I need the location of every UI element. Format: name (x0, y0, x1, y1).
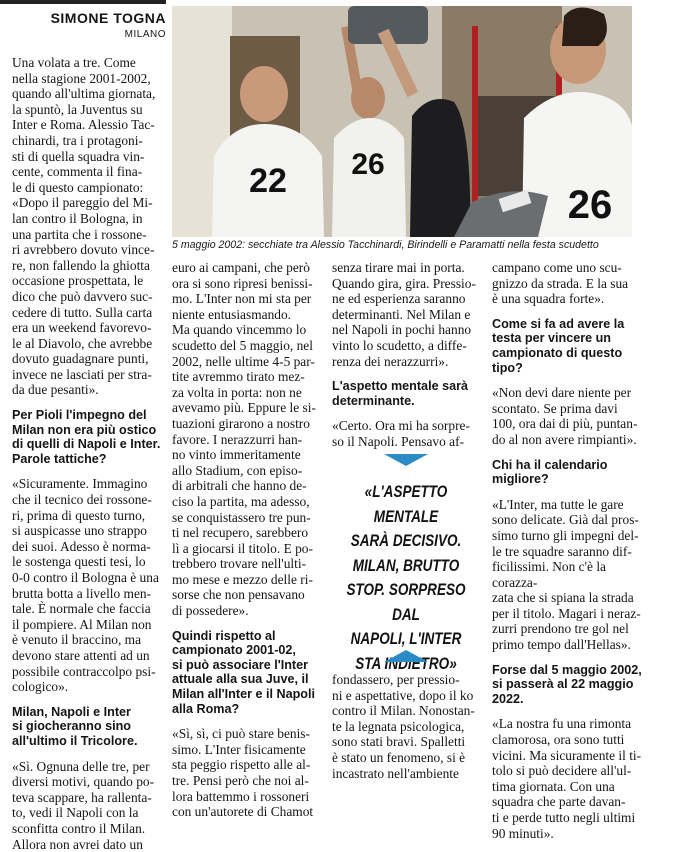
question-line: L'aspetto mentale sarà (332, 379, 480, 394)
column-2 (172, 260, 320, 820)
dateline-city: MILANO (16, 29, 166, 40)
player-right-hair (562, 7, 607, 46)
text-line: 90 minuti». (492, 826, 642, 842)
paragraph-spacer (492, 653, 642, 663)
interview-question (12, 705, 162, 749)
body-paragraph (172, 260, 320, 619)
paragraph-spacer (12, 466, 162, 476)
text-line: sorse che non pensavano (172, 587, 320, 603)
interview-question (332, 379, 480, 408)
text-line: da due pesanti». (12, 382, 162, 398)
text-line: niente entusiasmando. (172, 307, 320, 323)
question-line: attuale alla sua Juve, il (172, 672, 320, 687)
paragraph-spacer (12, 749, 162, 759)
text-line: ri avrebbero dovuto vince- (12, 242, 162, 258)
text-line: invece ne lasciati per stra- (12, 367, 162, 383)
text-line: «Dopo il pareggio del Mi- (12, 195, 162, 211)
text-line: mo. L'Inter non mi sta per (172, 291, 320, 307)
question-line: Milan all'Inter e il Napoli (172, 687, 320, 702)
body-paragraph (12, 476, 162, 694)
player-right-number: 26 (568, 183, 613, 227)
text-line: Inter e Roma. Alessio Tac- (12, 117, 162, 133)
text-line: scontato. Se prima davi (492, 401, 642, 417)
text-line: vinto lo scudetto, a diffe- (332, 338, 480, 354)
paragraph-spacer (332, 369, 480, 379)
question-line: si può associare l'Inter (172, 658, 320, 673)
paragraph-spacer (492, 706, 642, 716)
text-line: «Sì. Ognuna delle tre, per (12, 759, 162, 775)
question-line: Per Pioli l'impegno del (12, 408, 162, 423)
text-line: tuazioni girarono a nostro (172, 416, 320, 432)
text-line: primo tempo dall'Hellas». (492, 637, 642, 653)
text-line: Una volata a tre. Come (12, 55, 162, 71)
body-paragraph (492, 716, 642, 841)
text-line: ciso la partita, ma adesso, (172, 494, 320, 510)
header-rule (0, 0, 166, 4)
text-line: clamorosa, ora sono tutti (492, 732, 642, 748)
text-line: «L'Inter, ma tutte le gare (492, 497, 642, 513)
question-line: Chi ha il calendario (492, 458, 642, 473)
text-line: diversi motivi, quando po- (12, 774, 162, 790)
question-line: 2022. (492, 692, 642, 707)
interview-question (492, 317, 642, 375)
text-line: possibile contraccolpo psi- (12, 664, 162, 680)
pull-quote-line: STA INDIETRO» (340, 652, 471, 677)
pull-quote-text (340, 480, 471, 676)
player-dark-figure (410, 99, 470, 237)
pull-quote (326, 452, 486, 664)
question-line: Parole tattiche? (12, 452, 162, 467)
player-left-number: 22 (249, 162, 287, 200)
pull-quote-line: «L'ASPETTO MENTALE (340, 480, 471, 529)
question-line: Milan non era più ostico (12, 423, 162, 438)
text-line: euro ai campani, che però (172, 260, 320, 276)
pull-quote-line: STOP. SORPRESO DAL (340, 578, 471, 627)
text-line: lan contro il Bologna, in (12, 211, 162, 227)
column-4 (492, 260, 642, 841)
text-line: brutta botta a livello men- (12, 586, 162, 602)
interview-question (492, 458, 642, 487)
question-line: campionato 2001-02, (172, 643, 320, 658)
player-left-head (240, 66, 288, 122)
text-line: di possedere». (172, 603, 320, 619)
text-line: quando all'ultima giornata, (12, 86, 162, 102)
question-line: tipo? (492, 361, 642, 376)
text-line: tolo si può decidere all'ul- (492, 763, 642, 779)
text-line: fondassero, per pressio- (332, 672, 480, 688)
body-paragraph (12, 759, 162, 852)
text-line: zurri prendono tre gol nel (492, 621, 642, 637)
text-line: avevamo più. Eppure le si- (172, 400, 320, 416)
column-3-bottom (332, 672, 480, 781)
text-line: ti nel recupero, sarebbero (172, 525, 320, 541)
text-line: con un'autorete di Chamot (172, 804, 320, 820)
text-line: sono delicate. Già dal pros- (492, 512, 642, 528)
text-line: le tre squadre saranno dif- (492, 544, 642, 560)
question-line: Forse dal 5 maggio 2002, (492, 663, 642, 678)
paragraph-spacer (492, 375, 642, 385)
text-line: scudetto del 5 maggio, nel (172, 338, 320, 354)
text-line: contro il Milan. Nonostan- (332, 703, 480, 719)
text-line: si auspicasse uno strappo (12, 523, 162, 539)
text-line: determinanti. Nel Milan e (332, 307, 480, 323)
body-paragraph (492, 497, 642, 653)
text-line: devono stare attenti ad un (12, 648, 162, 664)
question-line: determinante. (332, 394, 480, 409)
text-line: cente, commenta il fina- (12, 164, 162, 180)
text-line: mo mese e mezzo delle ri- (172, 572, 320, 588)
text-line: 100, ora dai di più, puntan- (492, 416, 642, 432)
text-line: gnizzo da strada. E la sua (492, 276, 642, 292)
text-line: dico che può davvero suc- (12, 289, 162, 305)
text-line: to, vedi il Napoli con la (12, 805, 162, 821)
text-line: trebbero trovare nell'ulti- (172, 556, 320, 572)
text-line: «Non devi dare niente per (492, 385, 642, 401)
quote-arrow-up-icon (384, 650, 428, 662)
paragraph-spacer (12, 695, 162, 705)
text-line: cedere di tutto. Sulla carta (12, 305, 162, 321)
paragraph-spacer (492, 448, 642, 458)
photo-caption: 5 maggio 2002: secchiate tra Alessio Tacchinardi, Birindelli e Paramatti nella festa scudetto (172, 239, 642, 252)
interview-question (492, 663, 642, 707)
question-line: testa per vincere un (492, 331, 642, 346)
body-paragraph (12, 55, 162, 398)
text-line: tima giornata. Con una (492, 779, 642, 795)
text-line: campano come uno scu- (492, 260, 642, 276)
text-line: è stato un fenomeno, si è (332, 750, 480, 766)
text-line: le al Diavolo, che avrebbe (12, 336, 162, 352)
text-line: sconfitta contro il Milan. (12, 821, 162, 837)
text-line: sono stati bravi. Spalletti (332, 734, 480, 750)
paragraph-spacer (172, 716, 320, 726)
text-line: 0-0 contro il Bologna è una (12, 570, 162, 586)
text-line: vicini. Ma sicuramente il ti- (492, 748, 642, 764)
column-3-top (332, 260, 480, 450)
text-line: teva scappare, ha rallenta- (12, 790, 162, 806)
text-line: 2002, nelle ultime 4-5 par- (172, 354, 320, 370)
text-line: tale. È normale che faccia (12, 601, 162, 617)
text-line: dei suoi. Adesso è norma- (12, 539, 162, 555)
photo-illustration (172, 6, 632, 237)
text-line: lora battemmo i rossoneri (172, 789, 320, 805)
text-line: tite avremmo tirato mez- (172, 369, 320, 385)
body-paragraph (172, 726, 320, 820)
author-name: SIMONE TOGNA (16, 10, 166, 26)
text-line: favore. I nerazzurri han- (172, 432, 320, 448)
text-line: una partita che i rossone- (12, 227, 162, 243)
paragraph-spacer (492, 307, 642, 317)
text-line: ri, prima di questo turno, (12, 508, 162, 524)
text-line: «La nostra fu una rimonta (492, 716, 642, 732)
pull-quote-line: NAPOLI, L'INTER (340, 627, 471, 652)
text-line: le sostenga questi tesi, lo (12, 554, 162, 570)
body-paragraph (332, 672, 480, 781)
text-line: no vinto immeritamente (172, 447, 320, 463)
text-line: zata che si spiana la strada (492, 590, 642, 606)
paragraph-spacer (12, 398, 162, 408)
question-line: migliore? (492, 472, 642, 487)
text-line: te la legnata psicologica, (332, 719, 480, 735)
text-line: se conquistassero tre pun- (172, 510, 320, 526)
paragraph-spacer (332, 408, 480, 418)
quote-arrow-down-icon (384, 454, 428, 466)
text-line: «Certo. Ora mi ha sorpre- (332, 418, 480, 434)
body-paragraph (492, 260, 642, 307)
body-paragraph (332, 418, 480, 449)
text-line: simo. L'Inter fisicamente (172, 742, 320, 758)
text-line: za volta in porta: non ne (172, 385, 320, 401)
body-paragraph (332, 260, 480, 369)
text-line: do al non avere rimpianti». (492, 432, 642, 448)
text-line: ficilissimi. Non c'è la corazza- (492, 559, 642, 590)
question-line: all'ultimo il Tricolore. (12, 734, 162, 749)
text-line: è una squadra forte». (492, 291, 642, 307)
text-line: ne ed esperienza saranno (332, 291, 480, 307)
column-1 (12, 55, 162, 852)
paragraph-spacer (492, 487, 642, 497)
byline (16, 10, 166, 40)
question-line: Milan, Napoli e Inter (12, 705, 162, 720)
text-line: ni e aspettative, dopo il ko (332, 688, 480, 704)
text-line: nel Napoli in pochi hanno (332, 322, 480, 338)
player-center-number: 26 (351, 148, 384, 181)
question-line: si giocheranno sino (12, 719, 162, 734)
text-line: Ma quando vincemmo lo (172, 322, 320, 338)
interview-question (172, 629, 320, 717)
celebration-photo (172, 6, 632, 237)
text-line: era un weekend favorevo- (12, 320, 162, 336)
text-line: allo Stadium, con episo- (172, 463, 320, 479)
text-line: dovuto guadagnare punti, (12, 351, 162, 367)
text-line: nella stagione 2001-2002, (12, 71, 162, 87)
text-line: simo turno gli impegni del- (492, 528, 642, 544)
question-line: alla Roma? (172, 702, 320, 717)
text-line: «Sicuramente. Immagino (12, 476, 162, 492)
text-line: so il Napoli. Pensavo af- (332, 434, 480, 450)
interview-question (12, 408, 162, 466)
text-line: le di questo campionato: (12, 180, 162, 196)
text-line: Allora non avrei dato un (12, 837, 162, 852)
text-line: re, non fallendo la ghiotta (12, 258, 162, 274)
text-line: sta peggio rispetto alle al- (172, 757, 320, 773)
text-line: incastrato nell'ambiente (332, 766, 480, 782)
text-line: renza dei nerazzurri». (332, 354, 480, 370)
pull-quote-line: SARÀ DECISIVO. (340, 529, 471, 554)
text-line: per il titolo. Magari i neraz- (492, 606, 642, 622)
text-line: ti e perde tutto negli ultimi (492, 810, 642, 826)
text-line: lì a giocarsi il titolo. E po- (172, 541, 320, 557)
text-line: di arbitrali che hanno de- (172, 478, 320, 494)
text-line: «Sì, sì, ci può stare benis- (172, 726, 320, 742)
body-paragraph (492, 385, 642, 447)
text-line: tre. Pensi però che noi al- (172, 773, 320, 789)
paragraph-spacer (172, 619, 320, 629)
text-line: la spuntò, la Juventus su (12, 102, 162, 118)
text-line: senza tirare mai in porta. (332, 260, 480, 276)
text-line: squadra che parte davan- (492, 794, 642, 810)
text-line: Quando gira, gira. Pressio- (332, 276, 480, 292)
pull-quote-line: MILAN, BRUTTO (340, 554, 471, 579)
question-line: si passerà al 22 maggio (492, 677, 642, 692)
question-line: Quindi rispetto al (172, 629, 320, 644)
text-line: cologico». (12, 679, 162, 695)
question-line: campionato di questo (492, 346, 642, 361)
text-line: ora si sono ripresi benissi- (172, 276, 320, 292)
text-line: occasione prospettata, le (12, 273, 162, 289)
text-line: il pompiere. Al Milan non (12, 617, 162, 633)
question-line: di quelli di Napoli e Inter. (12, 437, 162, 452)
text-line: è venuto il braccino, ma (12, 632, 162, 648)
text-line: chinardi, tra i protagoni- (12, 133, 162, 149)
text-line: che il tecnico dei rossone- (12, 492, 162, 508)
text-line: sti di quella squadra vin- (12, 149, 162, 165)
question-line: Come si fa ad avere la (492, 317, 642, 332)
